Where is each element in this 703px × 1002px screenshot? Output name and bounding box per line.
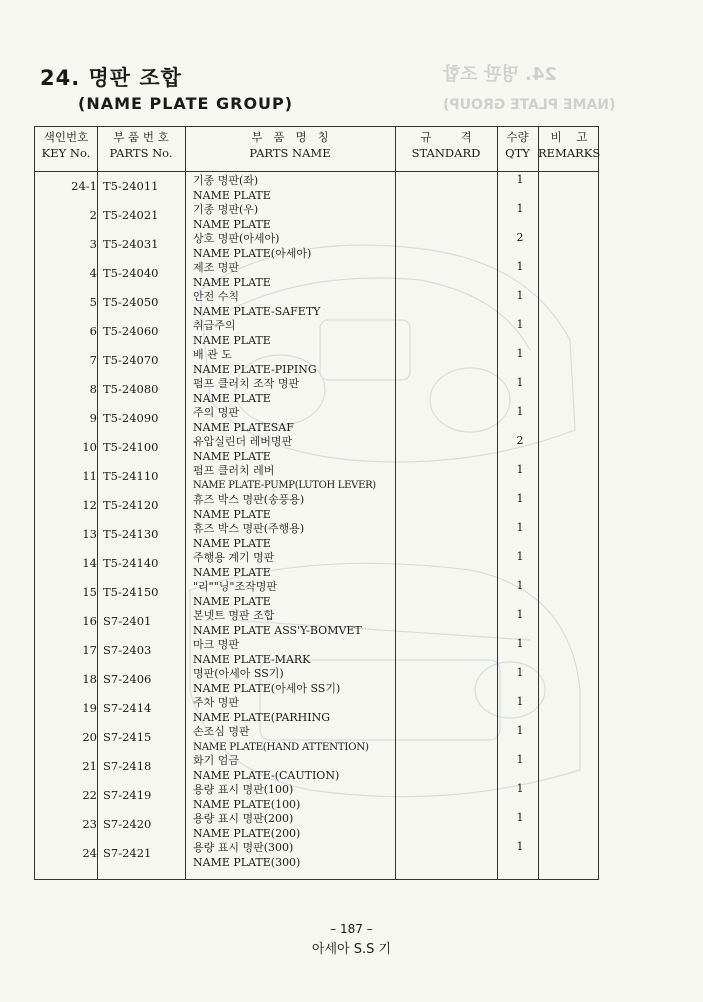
key-no: 2 xyxy=(89,208,97,222)
qty: 1 xyxy=(516,666,524,679)
part-no: T5-24120 xyxy=(103,498,159,512)
part-name xyxy=(193,783,398,812)
book-title: 아세아 S.S 기 xyxy=(311,942,392,957)
header-part-ko: 부 품 번 호 xyxy=(113,130,169,144)
part-name-en: NAME PLATE(200) xyxy=(193,826,301,840)
part-name-ko: 휴즈 박스 명판(송풍용) xyxy=(193,493,305,506)
part-no: T5-24150 xyxy=(103,585,159,599)
part-name-ko: 손조심 명판 xyxy=(193,725,250,738)
part-no: T5-24040 xyxy=(103,266,159,280)
table-row xyxy=(35,840,598,873)
part-name-en: NAME PLATE-PIPING xyxy=(193,362,317,376)
part-name xyxy=(193,174,398,203)
part-name-ko: 주행용 계기 명판 xyxy=(193,551,275,564)
part-name-ko: 상호 명판(아세아) xyxy=(193,232,280,245)
part-name-ko: 기종 명판(우) xyxy=(193,203,259,216)
part-name xyxy=(193,203,398,232)
qty: 1 xyxy=(516,521,524,534)
key-no: 17 xyxy=(82,643,97,657)
page-number: – 187 – xyxy=(330,922,373,936)
part-no: T5-24050 xyxy=(103,295,159,309)
part-name xyxy=(193,348,398,377)
part-name-ko: 취급주의 xyxy=(193,319,236,332)
part-name-en: NAME PLATE-SAFETY xyxy=(193,304,321,318)
key-no: 13 xyxy=(82,527,97,541)
header-standard-ko: 규 격 xyxy=(420,130,472,144)
part-name xyxy=(193,319,398,348)
key-no: 3 xyxy=(89,237,97,251)
part-name-ko: 용량 표시 명판(100) xyxy=(193,783,294,796)
key-no: 10 xyxy=(82,440,97,454)
part-no: T5-24140 xyxy=(103,556,159,570)
part-no: T5-24080 xyxy=(103,382,159,396)
part-name-ko: 기종 명판(좌) xyxy=(193,174,259,187)
key-no: 11 xyxy=(82,469,97,483)
key-no: 24 xyxy=(82,846,97,860)
part-name-ko: 본넷트 명판 조합 xyxy=(193,609,275,622)
header-remarks-ko: 비 고 xyxy=(550,130,588,144)
key-no: 21 xyxy=(82,759,97,773)
key-no: 9 xyxy=(89,411,97,425)
part-name-ko: 마크 명판 xyxy=(193,638,240,651)
qty: 1 xyxy=(516,376,524,389)
part-no: S7-2401 xyxy=(103,614,152,628)
header-key-en: KEY No. xyxy=(41,146,91,160)
part-name-en: NAME PLATE(PARHING xyxy=(193,710,331,724)
part-name xyxy=(193,812,398,841)
qty: 1 xyxy=(516,289,524,302)
part-name-ko: 용량 표시 명판(300) xyxy=(193,841,294,854)
header-name-en: PARTS NAME xyxy=(249,146,331,160)
part-name xyxy=(193,725,398,754)
ghost-title: 24. 명판 조합 xyxy=(442,64,557,85)
part-no: T5-24130 xyxy=(103,527,159,541)
header-part-en: PARTS No. xyxy=(109,146,173,160)
key-no: 16 xyxy=(82,614,97,628)
header-qty-en: QTY xyxy=(505,146,530,160)
part-name-ko: 용량 표시 명판(200) xyxy=(193,812,294,825)
part-name-ko: 주차 명판 xyxy=(193,696,240,709)
qty: 1 xyxy=(516,753,524,766)
part-no: T5-24011 xyxy=(103,179,159,193)
key-no: 12 xyxy=(82,498,97,512)
parts-table xyxy=(34,126,599,880)
part-no: T5-24031 xyxy=(103,237,159,251)
part-no: T5-24110 xyxy=(103,469,159,483)
part-name-ko: 유압실린더 레버명판 xyxy=(193,435,293,448)
part-name xyxy=(193,754,398,783)
part-name-en: NAME PLATE xyxy=(193,217,271,231)
qty: 1 xyxy=(516,608,524,621)
part-name xyxy=(193,580,398,609)
part-no: T5-24070 xyxy=(103,353,159,367)
part-name-ko: 주의 명판 xyxy=(193,406,240,419)
key-no: 4 xyxy=(89,266,97,280)
qty: 1 xyxy=(516,260,524,273)
qty: 1 xyxy=(516,840,524,853)
part-no: S7-2414 xyxy=(103,701,152,715)
key-no: 5 xyxy=(89,295,97,309)
part-name-ko: 제조 명판 xyxy=(193,261,240,274)
part-name xyxy=(193,841,398,870)
qty: 1 xyxy=(516,782,524,795)
header-divider xyxy=(35,171,598,172)
qty: 1 xyxy=(516,550,524,563)
part-name xyxy=(193,609,398,638)
key-no: 19 xyxy=(82,701,97,715)
ghost-subtitle: (NAME PLATE GROUP) xyxy=(442,97,615,113)
header-standard xyxy=(395,129,497,161)
page-subtitle: (NAME PLATE GROUP) xyxy=(78,94,294,113)
part-name-en: NAME PLATESAF xyxy=(193,420,294,434)
qty: 2 xyxy=(516,231,524,244)
part-no: T5-24060 xyxy=(103,324,159,338)
part-name xyxy=(193,551,398,580)
part-no: S7-2418 xyxy=(103,759,152,773)
qty: 2 xyxy=(516,434,524,447)
bleed-through-text xyxy=(443,60,615,120)
part-name xyxy=(193,493,398,522)
part-name-en: NAME PLATE xyxy=(193,565,271,579)
part-name-ko: 휴즈 박스 명판(주행용) xyxy=(193,522,305,535)
part-name xyxy=(193,232,398,261)
part-name xyxy=(193,667,398,696)
header-key-ko: 색인번호 xyxy=(43,130,89,144)
part-name xyxy=(193,522,398,551)
header-qty-ko: 수량 xyxy=(506,130,529,144)
part-name xyxy=(193,261,398,290)
key-no: 22 xyxy=(82,788,97,802)
part-no: S7-2421 xyxy=(103,846,152,860)
part-name xyxy=(193,464,398,493)
part-name-ko: 펌프 클러치 레버 xyxy=(193,464,275,477)
key-no: 18 xyxy=(82,672,97,686)
part-name-ko: 명판(아세아 SS기) xyxy=(193,667,284,680)
header-part xyxy=(97,129,185,161)
qty: 1 xyxy=(516,695,524,708)
qty: 1 xyxy=(516,579,524,592)
part-name-en: NAME PLATE(HAND ATTENTION) xyxy=(193,740,369,753)
qty: 1 xyxy=(516,347,524,360)
part-name-en: NAME PLATE(아세아 SS기) xyxy=(193,681,341,695)
key-no: 15 xyxy=(82,585,97,599)
part-name xyxy=(193,406,398,435)
part-name-en: NAME PLATE-MARK xyxy=(193,652,311,666)
header-qty xyxy=(497,129,538,161)
part-name-en: NAME PLATE(300) xyxy=(193,855,301,869)
part-no: T5-24090 xyxy=(103,411,159,425)
part-name xyxy=(193,290,398,319)
qty: 1 xyxy=(516,463,524,476)
part-no: T5-24021 xyxy=(103,208,159,222)
key-no: 14 xyxy=(82,556,97,570)
part-no: S7-2419 xyxy=(103,788,152,802)
key-no: 6 xyxy=(89,324,97,338)
key-no: 24-1 xyxy=(71,179,97,193)
part-name-en: NAME PLATE xyxy=(193,391,271,405)
key-no: 20 xyxy=(82,730,97,744)
part-name-ko: 배 관 도 xyxy=(193,348,232,361)
header-standard-en: STANDARD xyxy=(411,146,481,160)
page-title: 24. 명판 조합 xyxy=(40,66,182,90)
part-name-en: NAME PLATE xyxy=(193,536,271,550)
qty: 1 xyxy=(516,811,524,824)
qty: 1 xyxy=(516,405,524,418)
part-name-ko: 화기 엄금 xyxy=(193,754,240,767)
qty: 1 xyxy=(516,173,524,186)
part-name-en: NAME PLATE(100) xyxy=(193,797,301,811)
part-no: S7-2406 xyxy=(103,672,152,686)
key-no: 7 xyxy=(89,353,97,367)
part-no: S7-2415 xyxy=(103,730,152,744)
key-no: 8 xyxy=(89,382,97,396)
part-name-en: NAME PLATE-(CAUTION) xyxy=(193,768,340,782)
part-name xyxy=(193,638,398,667)
qty: 1 xyxy=(516,318,524,331)
qty: 1 xyxy=(516,637,524,650)
part-name-en: NAME PLATE xyxy=(193,449,271,463)
part-name-en: NAME PLATE ASS'Y-BOMVET xyxy=(193,623,362,637)
header-remarks xyxy=(538,129,600,161)
part-name-en: NAME PLATE xyxy=(193,594,271,608)
part-no: S7-2420 xyxy=(103,817,152,831)
part-name xyxy=(193,696,398,725)
key-no: 23 xyxy=(82,817,97,831)
part-name-en: NAME PLATE(아세아) xyxy=(193,246,312,260)
part-name-en: NAME PLATE-PUMP(LUTOH LEVER) xyxy=(193,479,376,491)
part-name-en: NAME PLATE xyxy=(193,188,271,202)
part-name-ko: 안전 수칙 xyxy=(193,290,240,303)
part-no: T5-24100 xyxy=(103,440,159,454)
header-name-ko: 부 품 명 칭 xyxy=(251,130,329,144)
part-name-en: NAME PLATE xyxy=(193,275,271,289)
part-no: S7-2403 xyxy=(103,643,152,657)
header-name xyxy=(185,129,395,161)
part-name-ko: 펌프 클러치 조작 명판 xyxy=(193,377,300,390)
header-key xyxy=(35,129,97,161)
header-remarks-en: REMARKS xyxy=(538,146,601,160)
part-name xyxy=(193,435,398,464)
qty: 1 xyxy=(516,492,524,505)
part-name xyxy=(193,377,398,406)
part-name-en: NAME PLATE xyxy=(193,333,271,347)
part-name-ko: "리""닝"조작명판 xyxy=(193,580,277,593)
part-name-en: NAME PLATE xyxy=(193,507,271,521)
qty: 1 xyxy=(516,202,524,215)
qty: 1 xyxy=(516,724,524,737)
